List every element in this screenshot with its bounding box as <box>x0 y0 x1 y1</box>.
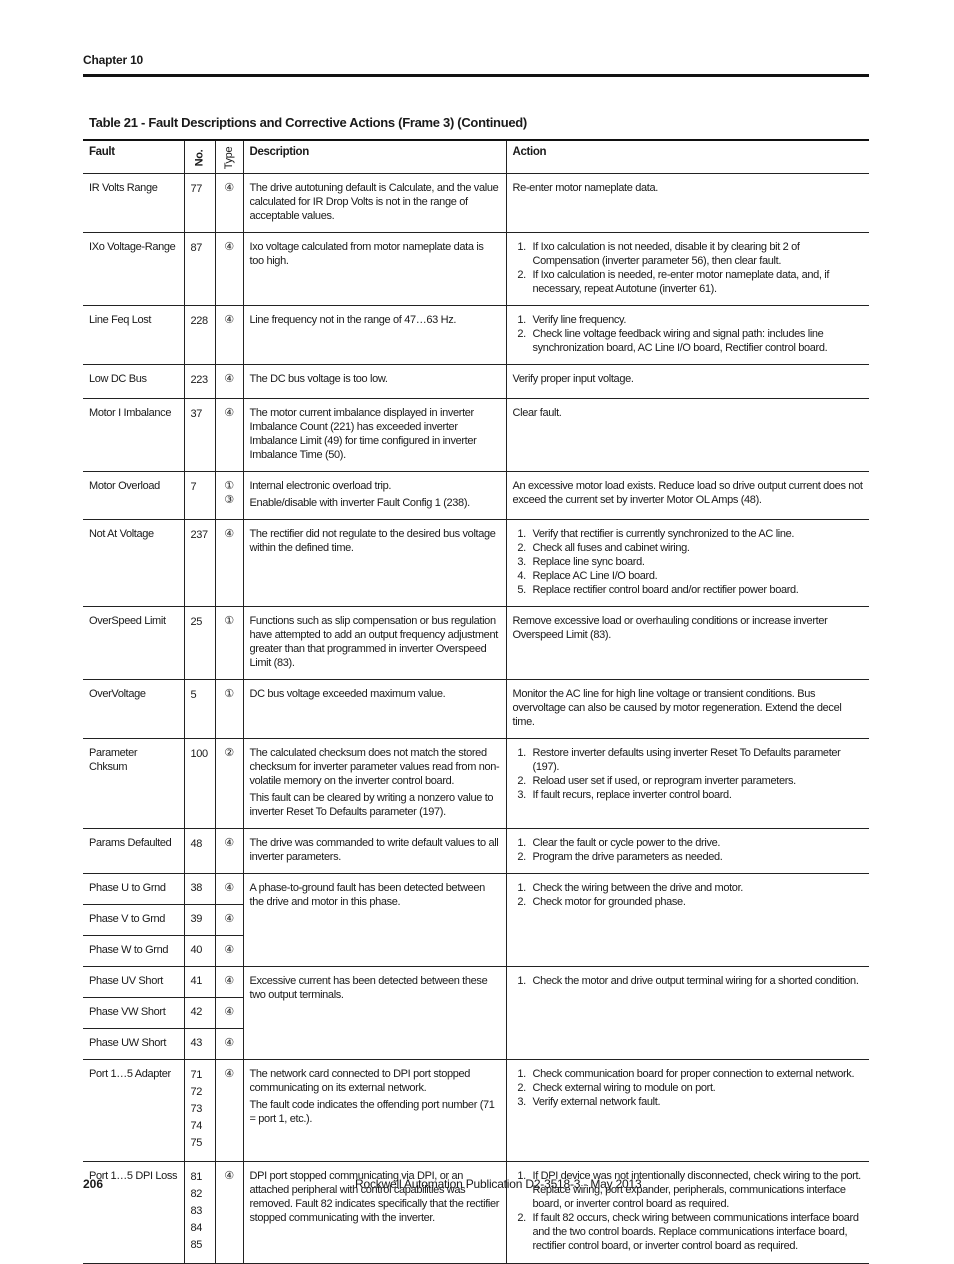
table-row <box>83 472 869 520</box>
fault-number <box>184 233 215 306</box>
action-step: 2. Reload user set if used, or reprogram inverter parameters. <box>529 774 864 788</box>
fault-number-value: 223 <box>190 374 208 386</box>
fault-type-stack <box>218 313 241 327</box>
table-header-row <box>83 140 869 174</box>
fault-name: Motor I Imbalance <box>83 399 184 472</box>
description-text: The network card connected to DPI port stopped communicating on its external network. <box>249 1068 471 1094</box>
action-list <box>513 974 864 988</box>
table-row <box>83 739 869 829</box>
fault-number-value: 82 <box>190 1188 203 1200</box>
description-cell <box>243 739 506 829</box>
fault-name: Line Feq Lost <box>83 306 184 365</box>
action-step: 3. Verify external network fault. <box>529 1095 864 1109</box>
fault-type-stack <box>218 406 241 420</box>
description-text: Functions such as slip compensation or bus regulation have attempted to add an output frequency adjustment greater than that programmed in inverter Overspeed Limit (83). <box>249 615 498 669</box>
action-cell <box>506 365 869 399</box>
action-step: 3. If fault recurs, replace inverter control board. <box>529 788 864 802</box>
fault-number-stack <box>191 836 209 853</box>
action-list <box>513 836 864 864</box>
description-cell <box>243 174 506 233</box>
fault-type <box>215 233 243 306</box>
action-list <box>513 1067 864 1109</box>
fault-name: Port 1…5 Adapter <box>83 1060 184 1162</box>
action-step: 2. If Ixo calculation is needed, re-enter motor nameplate data, and, if necessary, repeat Autotune (inverter 61). <box>529 268 864 296</box>
fault-type-symbol: ③ <box>224 494 234 506</box>
fault-number-value: 48 <box>190 838 203 850</box>
action-step: 3. Replace line sync board. <box>529 555 864 569</box>
fault-number-value: 72 <box>190 1086 203 1098</box>
fault-number <box>184 607 215 680</box>
fault-type-stack <box>218 527 241 541</box>
fault-number-stack <box>191 1169 209 1254</box>
fault-number-value: 71 <box>190 1069 203 1081</box>
fault-number-value: 87 <box>190 242 203 254</box>
description-text: DC bus voltage exceeded maximum value. <box>249 688 446 700</box>
fault-number-stack <box>191 527 209 544</box>
action-cell <box>506 874 869 967</box>
action-cell <box>506 399 869 472</box>
description-cell <box>243 399 506 472</box>
fault-number-stack <box>191 406 209 423</box>
description-text: The fault code indicates the offending port number (71 = port 1, etc.). <box>249 1099 495 1125</box>
description-text: A phase-to-ground fault has been detected between the drive and motor in this phase. <box>249 882 485 908</box>
action-cell <box>506 607 869 680</box>
action-cell <box>506 174 869 233</box>
fault-type-symbol: ① <box>224 615 234 627</box>
header-description: Description <box>243 140 506 174</box>
header-type <box>215 140 243 174</box>
fault-number <box>184 739 215 829</box>
fault-type-symbol: ④ <box>224 837 234 849</box>
fault-type-symbol: ④ <box>224 373 234 385</box>
action-step: 2. Check all fuses and cabinet wiring. <box>529 541 864 555</box>
action-cell <box>506 739 869 829</box>
fault-number-value: 37 <box>190 408 203 420</box>
fault-number <box>184 829 215 874</box>
table-row <box>83 520 869 607</box>
table-row <box>83 607 869 680</box>
fault-type-stack <box>218 746 241 760</box>
action-cell <box>506 967 869 1060</box>
action-text: Remove excessive load or overhauling conditions or increase inverter Overspeed Limit (83). <box>512 615 828 641</box>
action-step: 1. Clear the fault or cycle power to the drive. <box>529 836 864 850</box>
action-text: Clear fault. <box>512 407 562 419</box>
action-cell <box>506 233 869 306</box>
fault-number <box>184 680 215 739</box>
fault-type <box>215 306 243 365</box>
description-text: Ixo voltage calculated from motor nameplate data is too high. <box>249 241 484 267</box>
action-list <box>513 527 864 597</box>
fault-type-stack <box>218 181 241 195</box>
action-step: 5. Replace rectifier control board and/or rectifier power board. <box>529 583 864 597</box>
action-text: Monitor the AC line for high line voltage or transient conditions. Bus overvoltage can also be caused by motor regeneration. Extend the decel time. <box>512 688 842 728</box>
action-cell <box>506 306 869 365</box>
fault-number-value: 84 <box>190 1222 203 1234</box>
description-text: Internal electronic overload trip. <box>249 480 392 492</box>
fault-name: Phase W to Grnd <box>83 936 184 967</box>
fault-type-symbol: ④ <box>224 407 234 419</box>
fault-name: Phase UV Short <box>83 967 184 998</box>
action-step: 2. Program the drive parameters as needed. <box>529 850 864 864</box>
fault-type <box>215 174 243 233</box>
fault-name: Parameter Chksum <box>83 739 184 829</box>
fault-type-symbol: ④ <box>224 241 234 253</box>
fault-number <box>184 399 215 472</box>
action-step: 2. If fault 82 occurs, check wiring between communications interface board and the two control boards. Replace communications interface board, rectifier control board, or inverter control board as required. <box>529 1211 864 1253</box>
fault-type-stack <box>218 836 241 850</box>
description-cell <box>243 365 506 399</box>
fault-name: Phase V to Grnd <box>83 905 184 936</box>
page-number: 206 <box>83 1177 104 1191</box>
publication-info: Rockwell Automation Publication D2-3518-3 - May 2013 <box>355 1177 642 1191</box>
fault-type: ④ <box>215 967 243 998</box>
action-step: 1. Restore inverter defaults using inverter Reset To Defaults parameter (197). <box>529 746 864 774</box>
fault-type: ④ <box>215 905 243 936</box>
fault-type-stack <box>218 240 241 254</box>
fault-name: Phase UW Short <box>83 1029 184 1060</box>
description-text: This fault can be cleared by writing a nonzero value to inverter Reset To Defaults parameter (197). <box>249 792 494 818</box>
action-step: 1. Verify that rectifier is currently synchronized to the AC line. <box>529 527 864 541</box>
fault-type <box>215 399 243 472</box>
fault-type <box>215 829 243 874</box>
table-row <box>83 399 869 472</box>
fault-number-stack <box>191 614 209 631</box>
fault-number <box>184 306 215 365</box>
action-list <box>513 240 864 296</box>
fault-number <box>184 1060 215 1162</box>
action-list <box>513 313 864 355</box>
header-fault: Fault <box>83 140 184 174</box>
fault-number <box>184 472 215 520</box>
description-cell <box>243 520 506 607</box>
fault-type-stack <box>218 687 241 701</box>
description-text: The calculated checksum does not match the stored checksum for inverter parameter values read from non-volatile memory on the inverter control board. <box>249 747 500 787</box>
fault-number: 38 <box>184 874 215 905</box>
action-cell <box>506 1060 869 1162</box>
fault-number <box>184 1162 215 1264</box>
description-text: Excessive current has been detected between these two output terminals. <box>249 975 488 1001</box>
fault-number <box>184 174 215 233</box>
fault-type-symbol: ① <box>224 480 234 492</box>
fault-type-stack <box>218 1169 241 1183</box>
fault-number-value: 77 <box>190 183 203 195</box>
fault-number-value: 75 <box>190 1137 203 1149</box>
table-row <box>83 680 869 739</box>
fault-number <box>184 365 215 399</box>
action-cell <box>506 472 869 520</box>
fault-type <box>215 1162 243 1264</box>
header-action: Action <box>506 140 869 174</box>
fault-number <box>184 520 215 607</box>
fault-type <box>215 739 243 829</box>
fault-number-stack <box>191 746 209 763</box>
fault-name: Params Defaulted <box>83 829 184 874</box>
description-cell <box>243 607 506 680</box>
fault-type-symbol: ④ <box>224 528 234 540</box>
fault-number-stack <box>191 372 209 389</box>
fault-number-value: 100 <box>190 748 208 760</box>
fault-type <box>215 607 243 680</box>
table-row <box>83 1060 869 1162</box>
chapter-label: Chapter 10 <box>83 53 144 67</box>
description-text: The rectifier did not regulate to the desired bus voltage within the defined time. <box>249 528 496 554</box>
fault-type-symbol: ② <box>224 747 234 759</box>
fault-number: 43 <box>184 1029 215 1060</box>
fault-number: 40 <box>184 936 215 967</box>
fault-type-symbol: ④ <box>224 1170 234 1182</box>
action-step: 2. Check motor for grounded phase. <box>529 895 864 909</box>
header-rule <box>83 74 869 77</box>
fault-number-stack <box>191 240 209 257</box>
action-text: Re-enter motor nameplate data. <box>512 182 658 194</box>
fault-type-stack <box>218 372 241 386</box>
action-step: 2. Check line voltage feedback wiring and signal path: includes line synchronization board, AC Line I/O board, Rectifier control board. <box>529 327 864 355</box>
fault-number-stack <box>191 479 209 496</box>
fault-type: ④ <box>215 1029 243 1060</box>
action-step: 1. Check the wiring between the drive and motor. <box>529 881 864 895</box>
fault-name: OverSpeed Limit <box>83 607 184 680</box>
fault-number-value: 237 <box>190 529 208 541</box>
action-step: 4. Replace AC Line I/O board. <box>529 569 864 583</box>
fault-table <box>83 139 869 1264</box>
fault-type <box>215 520 243 607</box>
fault-number-stack <box>191 181 209 198</box>
fault-type-symbol: ④ <box>224 1068 234 1080</box>
description-text: The DC bus voltage is too low. <box>249 373 388 385</box>
fault-number: 42 <box>184 998 215 1029</box>
description-text: The motor current imbalance displayed in inverter Imbalance Count (221) has exceeded inverter Imbalance Limit (49) for time configured in inverter Imbalance Time (50). <box>249 407 477 461</box>
fault-type <box>215 1060 243 1162</box>
fault-number-stack <box>191 1067 209 1152</box>
description-cell <box>243 967 506 1060</box>
fault-number-value: 5 <box>190 689 197 701</box>
action-step: 1. If DPI device was not intentionally disconnected, check wiring to the port. Replace wiring, port expander, peripherals, communications interface board, or inverter control board as required. <box>529 1169 864 1211</box>
description-text: DPI port stopped communicating via DPI, or an attached peripheral with control capabilities was removed. Fault 82 indicates specifically that the rectifier stopped communicating with the inverter. <box>249 1170 500 1224</box>
fault-type-stack <box>218 614 241 628</box>
fault-type: ④ <box>215 998 243 1029</box>
action-step: 2. Check external wiring to module on port. <box>529 1081 864 1095</box>
fault-name: Low DC Bus <box>83 365 184 399</box>
table-title: Table 21 - Fault Descriptions and Corrective Actions (Frame 3) (Continued) <box>89 115 527 130</box>
fault-number-value: 85 <box>190 1239 203 1251</box>
header-type-label: Type <box>222 146 235 170</box>
fault-type-symbol: ④ <box>224 314 234 326</box>
fault-number-value: 74 <box>190 1120 203 1132</box>
action-step: 1. Check communication board for proper connection to external network. <box>529 1067 864 1081</box>
description-text: The drive was commanded to write default values to all inverter parameters. <box>249 837 499 863</box>
fault-number-stack <box>191 313 209 330</box>
fault-number-value: 81 <box>190 1171 203 1183</box>
description-cell <box>243 680 506 739</box>
fault-name: OverVoltage <box>83 680 184 739</box>
header-no <box>184 140 215 174</box>
description-cell <box>243 472 506 520</box>
action-text: An excessive motor load exists. Reduce load so drive output current does not exceed the current set by inverter Motor OL Amps (48). <box>512 480 863 506</box>
description-cell <box>243 874 506 967</box>
action-cell <box>506 829 869 874</box>
fault-type: ④ <box>215 874 243 905</box>
fault-name: Motor Overload <box>83 472 184 520</box>
table-row <box>83 365 869 399</box>
fault-number-value: 83 <box>190 1205 203 1217</box>
description-cell <box>243 233 506 306</box>
fault-type-symbol: ④ <box>224 182 234 194</box>
fault-number-value: 73 <box>190 1103 203 1115</box>
fault-type-stack <box>218 479 241 507</box>
header-no-label: No. <box>192 149 205 167</box>
description-text: Line frequency not in the range of 47…63 Hz. <box>249 314 457 326</box>
description-text: The drive autotuning default is Calculate, and the value calculated for IR Drop Volts is not in the range of acceptable values. <box>249 182 499 222</box>
fault-type: ④ <box>215 936 243 967</box>
fault-number: 41 <box>184 967 215 998</box>
table-row <box>83 306 869 365</box>
action-cell <box>506 520 869 607</box>
fault-name: IR Volts Range <box>83 174 184 233</box>
fault-number-value: 25 <box>190 616 203 628</box>
description-cell <box>243 306 506 365</box>
fault-type <box>215 472 243 520</box>
action-list <box>513 881 864 909</box>
fault-number-stack <box>191 687 209 704</box>
description-text: Enable/disable with inverter Fault Config 1 (238). <box>249 497 470 509</box>
action-list <box>513 746 864 802</box>
description-cell <box>243 1060 506 1162</box>
fault-name: Port 1…5 DPI Loss <box>83 1162 184 1264</box>
description-cell <box>243 829 506 874</box>
table-row <box>83 874 869 905</box>
table-row <box>83 233 869 306</box>
fault-number-value: 228 <box>190 315 208 327</box>
fault-type-symbol: ① <box>224 688 234 700</box>
fault-name: IXo Voltage-Range <box>83 233 184 306</box>
fault-type <box>215 680 243 739</box>
table-row <box>83 829 869 874</box>
fault-number-value: 7 <box>190 481 197 493</box>
action-step: 1. If Ixo calculation is not needed, disable it by clearing bit 2 of Compensation (inverter parameter 56), then clear fault. <box>529 240 864 268</box>
fault-name: Not At Voltage <box>83 520 184 607</box>
action-cell <box>506 680 869 739</box>
action-text: Verify proper input voltage. <box>512 373 634 385</box>
action-step: 1. Verify line frequency. <box>529 313 864 327</box>
action-step: 1. Check the motor and drive output terminal wiring for a shorted condition. <box>529 974 864 988</box>
fault-type-stack <box>218 1067 241 1081</box>
fault-name: Phase VW Short <box>83 998 184 1029</box>
fault-number: 39 <box>184 905 215 936</box>
table-row <box>83 967 869 998</box>
fault-type <box>215 365 243 399</box>
fault-name: Phase U to Grnd <box>83 874 184 905</box>
table-row <box>83 174 869 233</box>
